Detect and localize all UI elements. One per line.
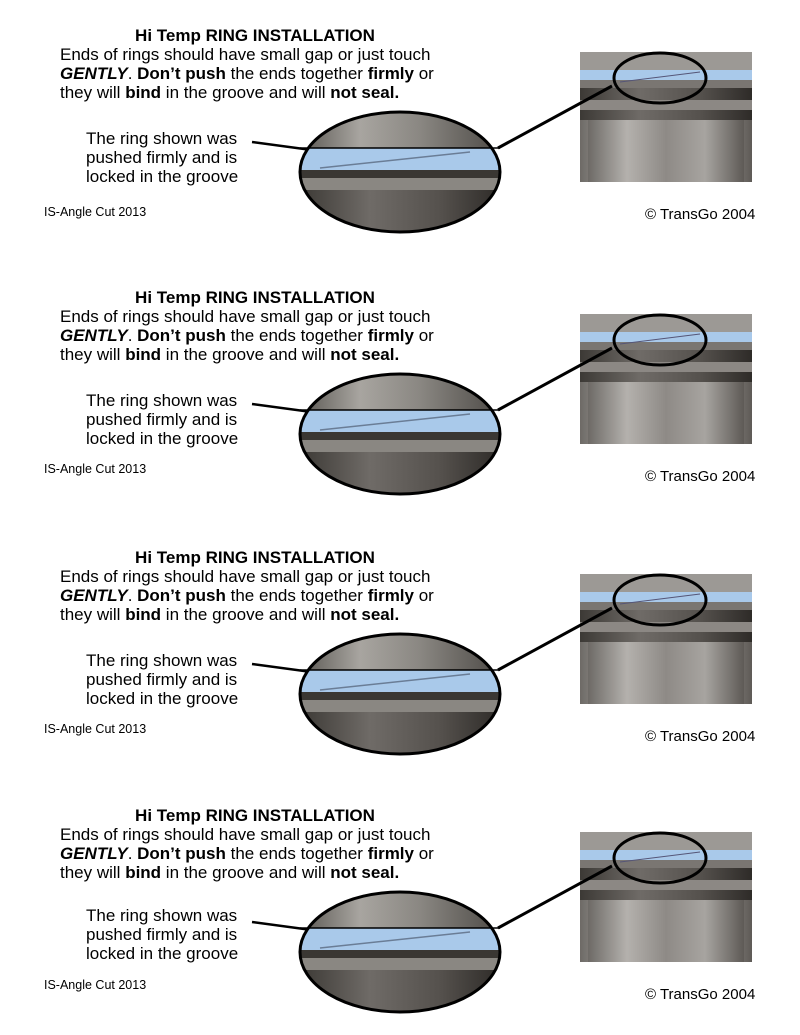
part-code: IS-Angle Cut 2013 bbox=[44, 462, 147, 476]
instruction-text: Ends of rings should have small gap or just touch GENTLY. Don’t push the ends together firmly or they will bind in the groove and will not seal. bbox=[60, 45, 434, 102]
instruction-text: Ends of rings should have small gap or just touch GENTLY. Don’t push the ends together firmly or they will bind in the groove and will not seal. bbox=[60, 307, 434, 364]
part-code: IS-Angle Cut 2013 bbox=[44, 978, 147, 992]
instruction-panel-2 bbox=[0, 262, 800, 512]
copyright: © TransGo 2004 bbox=[645, 468, 756, 485]
ring-band bbox=[580, 592, 752, 602]
part-code: IS-Angle Cut 2013 bbox=[44, 722, 147, 736]
zoom-view bbox=[300, 632, 500, 756]
ring-band bbox=[580, 332, 752, 342]
copyright: © TransGo 2004 bbox=[645, 728, 756, 745]
piston-photo bbox=[580, 832, 752, 962]
part-code: IS-Angle Cut 2013 bbox=[44, 205, 147, 219]
ring-band bbox=[580, 850, 752, 860]
copyright: © TransGo 2004 bbox=[645, 206, 756, 223]
panel-title: Hi Temp RING INSTALLATION bbox=[135, 288, 375, 307]
panel-title: Hi Temp RING INSTALLATION bbox=[135, 548, 375, 567]
ring-note: The ring shown was pushed firmly and is locked in the groove bbox=[86, 906, 239, 963]
instruction-panel-1 bbox=[0, 0, 800, 250]
ring-note: The ring shown was pushed firmly and is locked in the groove bbox=[86, 651, 239, 708]
zoom-view bbox=[300, 372, 500, 496]
ring-band bbox=[580, 70, 752, 80]
panel-title: Hi Temp RING INSTALLATION bbox=[135, 806, 375, 825]
copyright: © TransGo 2004 bbox=[645, 986, 756, 1003]
panel-title: Hi Temp RING INSTALLATION bbox=[135, 26, 375, 45]
instruction-panel-3 bbox=[0, 522, 800, 772]
piston-photo bbox=[580, 52, 752, 182]
ring-note: The ring shown was pushed firmly and is locked in the groove bbox=[86, 391, 239, 448]
piston-photo bbox=[580, 574, 752, 704]
zoom-view bbox=[300, 890, 500, 1014]
ring-note: The ring shown was pushed firmly and is locked in the groove bbox=[86, 129, 239, 186]
instruction-text: Ends of rings should have small gap or just touch GENTLY. Don’t push the ends together firmly or they will bind in the groove and will not seal. bbox=[60, 567, 434, 624]
instruction-panel-4 bbox=[0, 780, 800, 1030]
piston-photo bbox=[580, 314, 752, 444]
instruction-text: Ends of rings should have small gap or just touch GENTLY. Don’t push the ends together firmly or they will bind in the groove and will not seal. bbox=[60, 825, 434, 882]
zoom-view bbox=[300, 110, 500, 234]
